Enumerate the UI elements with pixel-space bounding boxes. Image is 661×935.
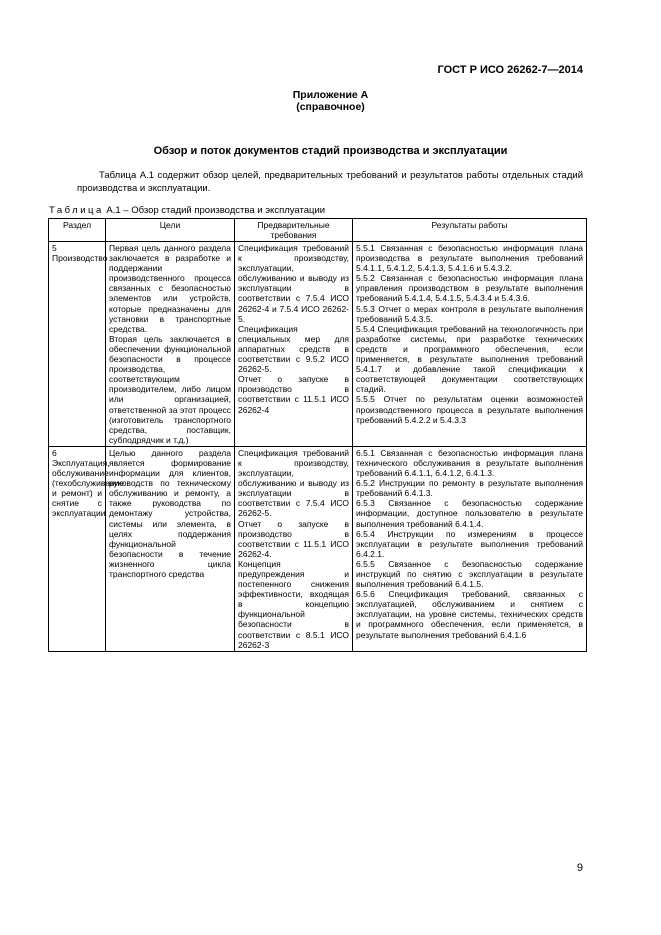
goals-cell bbox=[106, 242, 235, 447]
cell-paragraph: 5.5.1 Связанная с безопасностью информация плана производства в результате выполнения требований 5.4.1.1, 5.4.1.2, 5.4.1.3, 5.4.1.6 и 5.4.3.2. bbox=[356, 243, 583, 274]
cell-paragraph: 6.5.3 Связанное с безопасностью содержание информации, доступное пользователю в результате выполнения требований 6.4.1.4. bbox=[356, 498, 583, 529]
intro-paragraph: Таблица А.1 содержит обзор целей, предварительных требований и результатов работы отдельных стадий производства и эксплуатации. bbox=[77, 170, 583, 194]
prerequisites-cell bbox=[235, 446, 353, 651]
overview-table bbox=[48, 218, 587, 652]
appendix-heading bbox=[0, 89, 661, 113]
section-cell: 6 Эксплуатация, обслуживание (техобслуживание и ремонт) и снятие с эксплуатации bbox=[49, 446, 106, 651]
document-code: ГОСТ Р ИСО 26262-7—2014 bbox=[437, 64, 583, 76]
cell-paragraph: 6.5.4 Инструкции по измерениям в процессе эксплуатации в результате выполнения требований 6.4.2.1. bbox=[356, 528, 583, 559]
page-number: 9 bbox=[576, 862, 583, 874]
goals-cell bbox=[106, 446, 235, 651]
table-row bbox=[49, 242, 587, 447]
cell-paragraph: 5.5.2 Связанная с безопасностью информация плана управления производством в результате выполнения требований 5.4.1.4, 5.4.1.5, 5.4.3.4 и 5.4.3.6. bbox=[356, 273, 583, 304]
results-cell bbox=[353, 242, 587, 447]
cell-paragraph: 6.5.2 Инструкции по ремонту в результате выполнения требований 6.4.1.3. bbox=[356, 478, 583, 499]
cell-paragraph: Спецификация специальных мер для аппаратных средств в соответствии с 9.5.2 ИСО 26262-5. bbox=[238, 323, 349, 375]
cell-paragraph: Концепция предупреждения и постепенного снижения эффективности, входящая в концепцию функциональной безопасности в соответствии с 8.5.1 ИСО 26262-3 bbox=[238, 558, 349, 650]
header-results: Результаты работы bbox=[353, 219, 587, 242]
cell-paragraph: Спецификация требований к производству, эксплуатации, обслуживанию и выводу из эксплуатации в соответствии с 7.5.4 ИСО 26262-4 и 7.5.4 ИСО 26262-5. bbox=[238, 243, 349, 324]
cell-paragraph: 5.5.3 Отчет о мерах контроля в результате выполнения требований 5.4.3.5. bbox=[356, 303, 583, 324]
table-caption bbox=[49, 205, 325, 216]
section-title: Обзор и поток документов стадий производства и эксплуатации bbox=[153, 145, 508, 157]
header-prerequisites: Предварительные требования bbox=[235, 219, 353, 242]
cell-paragraph: 5.5.4 Спецификация требований на технологичность при разработке системы, при разработке технических средств и программного обеспечения, если применяется, в результате выполнения требований 5.4.1.7 и добавление такой спецификации к соответствующей документации соответствующих стадий. bbox=[356, 323, 583, 395]
table-header-row bbox=[49, 219, 587, 242]
cell-paragraph: Вторая цель заключается в обеспечении функциональной безопасности в процессе производства, соответствующим производителем, либо лицом или организацией, ответственной за этот процесс (изготовитель транспортного средства, поставщик, субподрядчик и т.д.) bbox=[109, 333, 231, 445]
header-section: Раздел bbox=[49, 219, 106, 242]
table-caption-text: А.1 – Обзор стадий производства и эксплуатации bbox=[103, 205, 326, 216]
cell-paragraph: Целью данного раздела является формирование информации для клиентов, руководств по техническому обслуживанию и ремонту, а также руководства по демонтажу устройства, системы или элемента, в целях поддержания функциональной безопасности в течение жизненного цикла транспортного средства bbox=[109, 447, 231, 579]
cell-paragraph: 6.5.5 Связанное с безопасностью содержание инструкций по снятию с эксплуатации в результате выполнения требований 6.4.1.5. bbox=[356, 558, 583, 590]
appendix-label: Приложение А bbox=[292, 89, 369, 101]
cell-paragraph: Спецификация требований к производству, эксплуатации, обслуживанию и выводу из эксплуатации в соответствии с 7.5.4 ИСО 26262-5. bbox=[238, 447, 349, 519]
cell-paragraph: Отчет о запуске в производство в соответствии с 11.5.1 ИСО 26262-4 bbox=[238, 374, 349, 415]
cell-paragraph: 5.5.5 Отчет по результатам оценки возможностей производственного процесса в результате выполнения требований 5.4.2.2 и 5.4.3.3 bbox=[356, 394, 583, 425]
prerequisites-cell bbox=[235, 242, 353, 447]
header-goals: Цели bbox=[106, 219, 235, 242]
table-row bbox=[49, 446, 587, 651]
cell-paragraph: Первая цель данного раздела заключается в разработке и поддержании производственного процесса связанных с безопасностью элементов или устройств, которые предназначены для установки в транспортные средства. bbox=[109, 243, 231, 334]
cell-paragraph: Отчет о запуске в производство в соответствии с 11.5.1 ИСО 26262-4. bbox=[238, 518, 349, 559]
cell-paragraph: 6.5.1 Связанная с безопасностью информация плана технического обслуживания в результате выполнения требований 6.4.1.1, 6.4.1.2, 6.4.1.3. bbox=[356, 447, 583, 479]
table-caption-prefix: Таблица bbox=[49, 205, 104, 216]
results-cell bbox=[353, 446, 587, 651]
cell-paragraph: 6.5.6 Спецификация требований, связанных с эксплуатацией, обслуживанием и снятием с эксплуатации, на уровне системы, технических средств и программного обеспечения, если применяется, в результате выполнения требований 6.4.1.6 bbox=[356, 589, 583, 640]
section-cell: 5 Производство bbox=[49, 242, 106, 447]
appendix-type: (справочное) bbox=[296, 101, 365, 113]
